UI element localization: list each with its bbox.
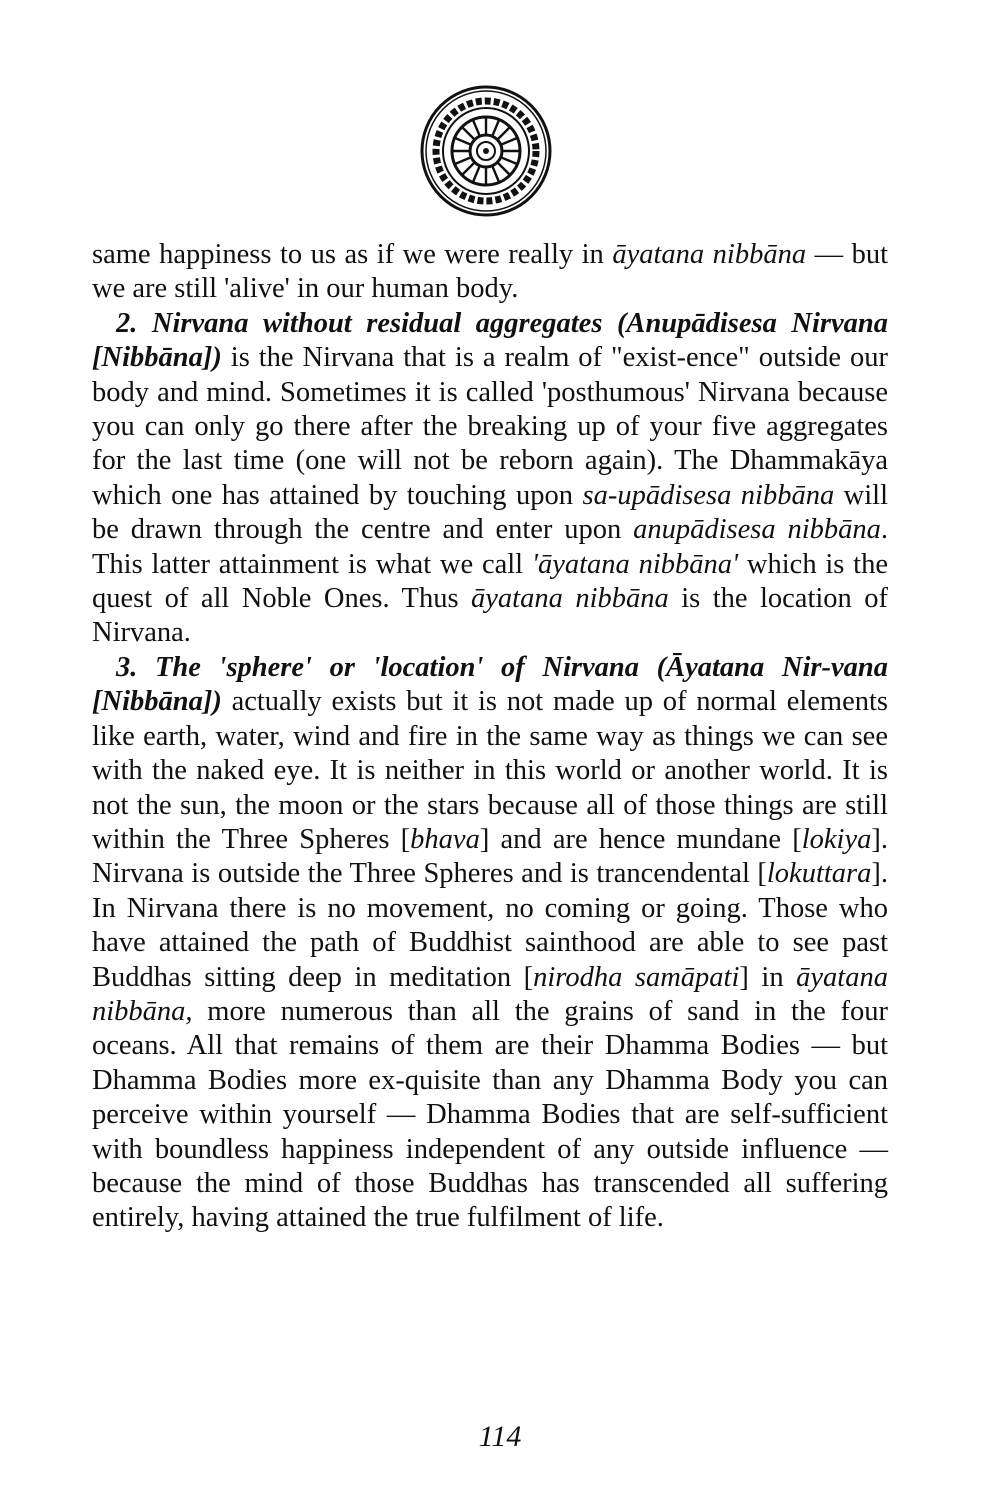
item-3-heading: 3. The 'sphere' or 'location' of Nirvana (Āyatana Nir-vana [Nibbāna]) xyxy=(92,651,888,718)
paragraph-continued: same happiness to us as if we were really in āyatana nibbāna — but we are still 'alive' in our human body. xyxy=(92,239,889,305)
main-text xyxy=(92,238,888,1236)
dhamma-wheel-icon xyxy=(419,84,553,218)
page-number: 114 xyxy=(478,1420,522,1453)
paragraph-item-2: 2. Nirvana without residual aggregates (Anupādisesa Nirvana [Nibbāna]) is the Nirvana that is a realm of "exist-ence" outside our body and mind. Sometimes it is called 'posthumous' Nirvana because you can only go there after the breaking up of your five aggregates for the last time (one will not be reborn again). The Dhammakāya which one has attained by touching upon sa-upādisesa nibbāna will be drawn through the centre and enter upon anupādisesa nibbāna. This latter attainment is what we call 'āyatana nibbāna' which is the quest of all Noble Ones. Thus āyatana nibbāna is the location of Nirvana. xyxy=(92,307,889,649)
item-2-heading: 2. Nirvana without residual aggregates (Anupādisesa Nirvana [Nibbāna]) xyxy=(92,307,888,374)
paragraph-item-3: 3. The 'sphere' or 'location' of Nirvana (Āyatana Nir-vana [Nibbāna]) actually exists but it is not made up of normal elements like earth, water, wind and fire in the same way as things we can see with the naked eye. It is neither in this world or another world. It is not the sun, the moon or the stars because all of those things are still within the Three Spheres [bhava] and are hence mundane [lokiya]. Nirvana is outside the Three Spheres and is trancendental [lokuttara]. In Nirvana there is no movement, no coming or going. Those who have attained the path of Buddhist sainthood are able to see past Buddhas sitting deep in meditation [nirodha samāpati] in āyatana nibbāna, more numerous than all the grains of sand in the four oceans. All that remains of them are their Dhamma Bodies — but Dhamma Bodies more ex-quisite than any Dhamma Body you can perceive within yourself — Dhamma Bodies that are self-sufficient with boundless happiness independent of any outside influence — because the mind of those Buddhas has transcended all suffering entirely, having attained the true fulfilment of life. xyxy=(92,651,888,1234)
